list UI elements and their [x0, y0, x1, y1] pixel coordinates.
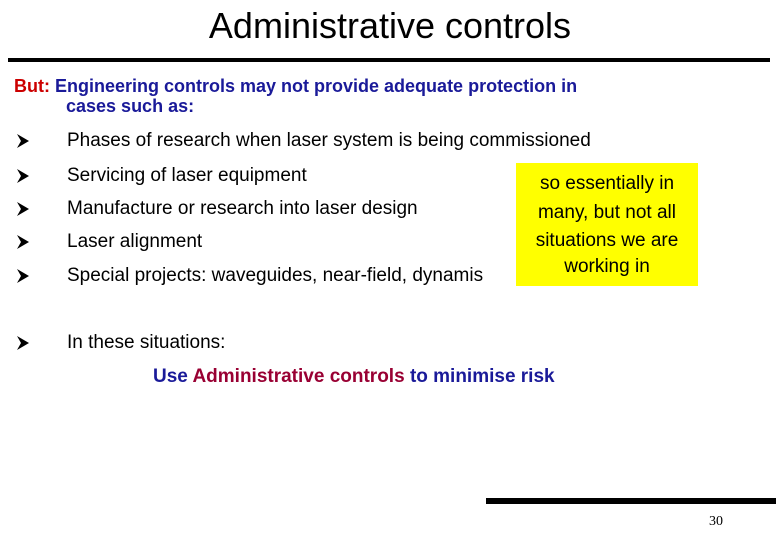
- arrow-bullet-icon: [15, 332, 37, 354]
- footer-divider: [486, 498, 776, 504]
- bullet-text: Special projects: waveguides, near-field, dynamis: [67, 265, 484, 286]
- callout-line: many, but not all: [537, 202, 676, 223]
- page-number: 30: [709, 514, 723, 529]
- arrow-bullet-icon: [15, 198, 37, 220]
- callout-line: situations we are: [535, 230, 679, 251]
- conclusion-suffix: to minimise risk: [409, 366, 555, 387]
- bullet-text: In these situations:: [67, 332, 226, 353]
- intro-text-line1: Engineering controls may not provide adequate protection in: [55, 76, 578, 96]
- bullet-text: Phases of research when laser system is being commissioned: [67, 130, 591, 151]
- arrow-bullet-icon: [15, 231, 37, 253]
- bullet-text: Laser alignment: [67, 231, 203, 252]
- bullet-text: Servicing of laser equipment: [67, 165, 307, 186]
- callout-line: so essentially in: [539, 173, 675, 194]
- slide-title: Administrative controls: [208, 5, 572, 46]
- conclusion-prefix: Use: [153, 366, 188, 387]
- arrow-bullet-icon: [15, 265, 37, 287]
- arrow-bullet-icon: [15, 130, 37, 152]
- bullet-text: Manufacture or research into laser design: [67, 198, 418, 219]
- intro-paragraph: [14, 76, 714, 116]
- callout-line: working in: [564, 256, 650, 277]
- title-divider: [8, 58, 770, 62]
- conclusion-emphasis: Administrative controls: [192, 366, 405, 387]
- callout-box: [516, 163, 698, 286]
- arrow-bullet-icon: [15, 165, 37, 187]
- intro-text-line2: cases such as:: [66, 96, 195, 116]
- intro-lead: But:: [14, 76, 50, 96]
- conclusion-text: [153, 366, 555, 388]
